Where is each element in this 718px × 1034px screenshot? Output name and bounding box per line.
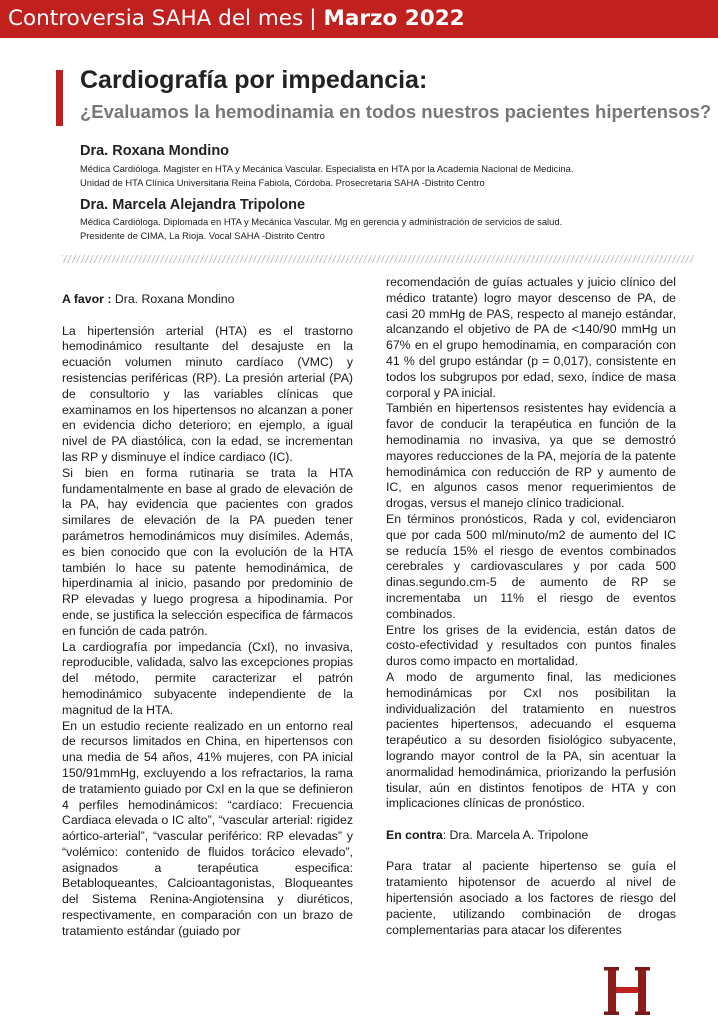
contra-author: : Dra. Marcela A. Tripolone xyxy=(442,827,589,842)
favor-heading xyxy=(62,292,353,308)
header-banner xyxy=(0,0,718,38)
right-paragraph-1: recomendación de guías actuales y juicio clínico del médico tratante) logro mayor descenso de PA, de casi 20 mmHg de PAS, respecto al manejo estándar, alcanzando el objetivo de PA de <140/90 mmHg un 67% en el grupo hemodinamia, en comparación con 41 % del grupo estándar (p = 0,017), consistente en todos los subgrupos por edad, sexo, índice de masa corporal y PA inicial. xyxy=(386,275,676,400)
author-1-affiliation-1: Médica Cardióloga. Magister en HTA y Mecánica Vascular. Especialista en HTA por la Academia Nacional de Medicina. xyxy=(80,163,574,174)
contra-paragraph: Para tratar al paciente hipertenso se guía el tratamiento hipotensor de acuerdo al nivel de hipertensión asociado a los factores de riesgo del paciente, utilizando combinación de drogas complementarias para atacar los diferentes xyxy=(386,859,676,937)
left-column xyxy=(62,292,353,940)
header-month: Marzo 2022 xyxy=(323,6,465,31)
contra-label: En contra xyxy=(386,827,443,842)
favor-label: A favor : xyxy=(62,292,112,306)
header-separator: | xyxy=(309,6,317,31)
author-2-affiliation-1: Médica Cardióloga. Diplomada en HTA y Mecánica Vascular. Mg en gerencia y administración de servicios de salud. xyxy=(80,216,563,227)
author-2-affiliation-2: Presidente de CIMA, La Rioja. Vocal SAHA -Distrito Centro xyxy=(80,230,325,241)
left-paragraph-3: La cardiografía por impedancia (CxI), no invasiva, reproducible, validada, salvo las excepciones propias del método, permite caracterizar el patrón hemodinámico subyacente independiente de la magnitud de la HTA. xyxy=(62,639,353,717)
author-1-affiliation-2: Unidad de HTA Clínica Universitaria Reina Fabiola, Córdoba. Prosecretaria SAHA -Distrito Centro xyxy=(80,177,485,188)
favor-author: Dra. Roxana Mondino xyxy=(111,292,235,306)
article-subtitle: ¿Evaluamos la hemodinamia en todos nuestros pacientes hipertensos? xyxy=(80,101,712,122)
contra-heading xyxy=(386,828,676,844)
left-paragraph-1: La hipertensión arterial (HTA) es el trastorno hemodinámico resultante del desajuste en la ecuación volumen minuto cardíaco (VMC) y resistencias periféricas (RP). La presión arterial (PA) de consultorio y las variables clínicas que examinamos en los hipertensos no alcanzan a poner en evidencia dicho deterioro; en ejemplo, a igual nivel de PA diastólica, con la edad, se incrementan las RP y disminuye el índice cardiaco (IC). xyxy=(62,323,353,464)
right-paragraph-3: En términos pronósticos, Rada y col, evidenciaron que por cada 500 ml/minuto/m2 de aumento del IC se reducía 15% el riesgo de eventos combinados cerebrales y cardiovasculares y por cada 500 dinas.segundo.cm-5 de aumento de RP se incrementaba un 11% el riesgo de eventos combinados. xyxy=(386,511,676,621)
header-series: Controversia SAHA del mes xyxy=(8,6,304,31)
author-1-name: Dra. Roxana Mondino xyxy=(80,143,230,159)
right-paragraph-5: A modo de argumento final, las mediciones hemodinámicas por CxI nos posibilitan la individualización del tratamiento en nuestros pacientes hipertensos, adecuando el esquema terapéutico a su desorden fisiológico subyacente, logrando mayor control de la PA, sin acentuar la anormalidad hemodinámica, priorizando la perfusión tisular, aún en distintos fenotipos de HTA y con implicaciones clínicas de pronóstico. xyxy=(386,669,676,811)
saha-h-logo-icon xyxy=(601,966,653,1016)
right-column xyxy=(386,275,676,938)
author-2-name: Dra. Marcela Alejandra Tripolone xyxy=(80,197,306,213)
left-paragraph-4: En un estudio reciente realizado en un entorno real de recursos limitados en China, en hipertensos con una media de 54 años, 41% mujeres, con PA inicial 150/91mmHg, excluyendo a los refractarios, la rama de tratamiento guiado por CxI en la que se definieron 4 perfiles hemodinámicos: “cardíaco: Frecuencia Cardiaca elevada o IC alto”, “vascular arterial: rigidez aórtico-arterial”, “vascular periférico: RP elevadas” y “volémico: contenido de fluidos torácico elevado”, asignados a terapéutica especifica: Betabloqueantes, Calcioantagonistas, Bloqueantes del Sistema Renina-Angiotensina y diuréticos, respectivamente, en comparación con un brazo de tratamiento estándar (guiado por xyxy=(62,718,353,938)
right-paragraph-4: Entre los grises de la evidencia, están datos de costo-efectividad y resultados con puntos finales duros como impacto en mortalidad. xyxy=(386,622,676,669)
section-divider xyxy=(62,255,694,263)
title-accent-bar xyxy=(56,70,63,126)
left-paragraph-2: Si bien en forma rutinaria se trata la HTA fundamentalmente en base al grado de elevación de la PA, hay evidencia que pacientes con grados similares de elevación de la PA pueden tener parámetros hemodinámicos muy disímiles. Además, es bien conocido que con la evolución de la HTA también lo hace su patente hemodinámica, de hiperdinamia al inicio, pasando por predominio de RP elevadas y luego progresa a hipodinamia. Por ende, se justifica la selección especifica de fármacos en función de cada patrón. xyxy=(62,465,353,638)
article-title: Cardiografía por impedancia: xyxy=(80,66,428,94)
right-paragraph-2: También en hipertensos resistentes hay evidencia a favor de conducir la terapéutica en función de la hemodinamia no invasiva, ya que se demostró mayores reducciones de la PA, mejoría de la patente hemodinámica con reducción de RP y aumento de IC, en algunos casos menor requerimientos de drogas, versus el manejo clínico tradicional. xyxy=(386,401,676,511)
